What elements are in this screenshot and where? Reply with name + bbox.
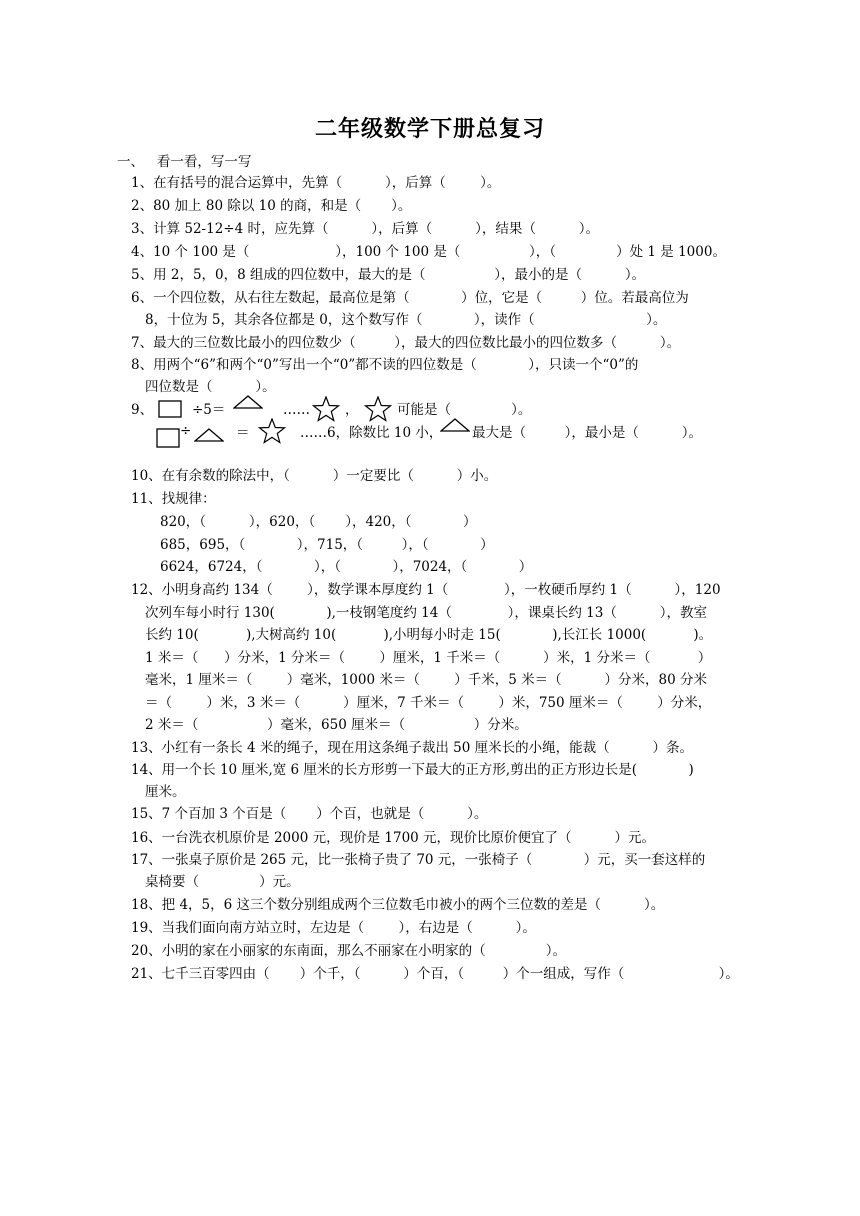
question-3: 3、计算 52-12÷4 时，应先算（ ），后算（ ），结果（ ）。	[131, 221, 599, 237]
question-7: 7、最大的三位数比最小的四位数少（ ），最大的四位数比最小的四位数多（ ）。	[131, 335, 681, 351]
square-icon	[158, 400, 182, 418]
question-6-line-2: 8，十位为 5，其余各位都是 0，这个数写作（ ），读作（ ）。	[145, 312, 667, 328]
question-15: 15、7 个百加 3 个百是（ ）个百，也就是（ ）。	[131, 806, 488, 822]
square-icon	[156, 428, 180, 448]
question-12-line-4: 1 米＝（ ）分米，1 分米＝（ ）厘米，1 千米＝（ ）米，1 分米＝（ ）	[145, 650, 712, 666]
question-9-max-min: 最大是（ ），最小是（ ）。	[472, 425, 703, 441]
question-9-divide-5: ÷5＝	[192, 402, 226, 418]
question-5: 5、用 2，5，0，8 组成的四位数中，最大的是（ ），最小的是（ ）。	[131, 267, 646, 283]
question-9-comma: ，	[345, 402, 359, 418]
question-12-line-1: 12、小明身高约 134（ ），数学课本厚度约 1（ ），一枚硬币厚约 1（ ），120	[131, 582, 721, 598]
question-21: 21、七千三百零四由（ ）个千，（ ）个百，（ ）个一组成，写作（ ）。	[131, 966, 739, 982]
question-13: 13、小红有一条长 4 米的绳子，现在用这条绳子裁出 50 厘米长的小绳，能裁（ ）条。	[131, 740, 694, 756]
question-9-dots: ……	[283, 402, 310, 418]
question-16: 16、一台洗衣机原价是 2000 元，现价是 1700 元，现价比原价便宜了（ ）元。	[131, 830, 655, 846]
question-14-line-1: 14、用一个长 10 厘米,宽 6 厘米的长方形剪一下最大的正方形,剪出的正方形边长是( )	[131, 762, 694, 778]
question-1: 1、在有括号的混合运算中，先算（ ），后算（ ）。	[131, 175, 501, 191]
triangle-icon	[440, 418, 470, 432]
question-12-line-3: 长约 10( ),大树高约 10( ),小明每小时走 15( ),长江长 1000( )。	[145, 627, 713, 643]
question-9-remainder-text: ……6，除数比 10 小，	[300, 425, 443, 441]
pattern-row-3: 6624，6724，（ ），（ ），7024，（ ）	[160, 559, 533, 575]
star-icon	[312, 396, 340, 422]
triangle-icon	[194, 428, 224, 442]
question-19: 19、当我们面向南方站立时，左边是（ ），右边是（ ）。	[131, 920, 536, 936]
question-8-line-2: 四位数是（ ）。	[145, 379, 276, 395]
triangle-icon	[233, 395, 263, 409]
pattern-row-2: 685，695，（ ），715，（ ），（ ）	[160, 537, 494, 553]
question-8-line-1: 8、用两个“6”和两个“0”写出一个“0”都不读的四位数是（ ），只读一个“0”的	[131, 357, 639, 373]
question-6-line-1: 6、一个四位数，从右往左数起，最高位是第（ ）位，它是（ ）位。若最高位为	[131, 290, 689, 306]
question-9-divide-sign: ÷	[180, 423, 192, 439]
question-12-line-5: 毫米，1 厘米＝（ ）毫米，1000 米＝（ ）千米，5 米＝（ ）分米，80 分米	[145, 672, 707, 688]
pattern-row-1: 820，（ ），620，（ ），420，（ ）	[160, 514, 477, 530]
question-10: 10、在有余数的除法中，（ ）一定要比（ ）小。	[131, 468, 498, 484]
question-11: 11、找规律：	[131, 491, 216, 507]
question-17-line-1: 17、一张桌子原价是 265 元，比一张椅子贵了 70 元，一张椅子（ ）元，买一套这样的	[131, 852, 706, 868]
star-icon	[258, 418, 286, 444]
question-9-equals: ＝	[236, 425, 250, 441]
question-9-may-be: 可能是（ ）。	[397, 402, 532, 418]
question-12-line-2: 次列车每小时行 130( ),一枝钢笔度约 14（ ），课桌长约 13（ ），教室	[145, 605, 708, 621]
page-title: 二年级数学下册总复习	[314, 116, 545, 142]
question-18: 18、把 4，5，6 这三个数分别组成两个三位数毛巾被小的两个三位数的差是（ ）。	[131, 897, 665, 913]
question-9-number: 9、	[131, 402, 154, 418]
question-14-line-2: 厘米。	[145, 784, 186, 800]
section-heading: 一、 看一看，写一写	[117, 154, 252, 170]
star-icon	[364, 396, 392, 422]
question-12-line-6: ＝（ ）米，3 米＝（ ）厘米，7 千米＝（ ）米，750 厘米＝（ ）分米，	[145, 695, 712, 711]
question-2: 2、80 加上 80 除以 10 的商，和是（ ）。	[131, 198, 412, 214]
question-4: 4、10 个 100 是（ ），100 个 100 是（ ），（ ）处 1 是 1000。	[131, 244, 726, 260]
question-17-line-2: 桌椅要（ ）元。	[145, 874, 300, 890]
question-20: 20、小明的家在小丽家的东南面，那么不丽家在小明家的（ ）。	[131, 943, 567, 959]
question-12-line-7: 2 米＝（ ）毫米，650 厘米＝（ ）分米。	[145, 717, 528, 733]
